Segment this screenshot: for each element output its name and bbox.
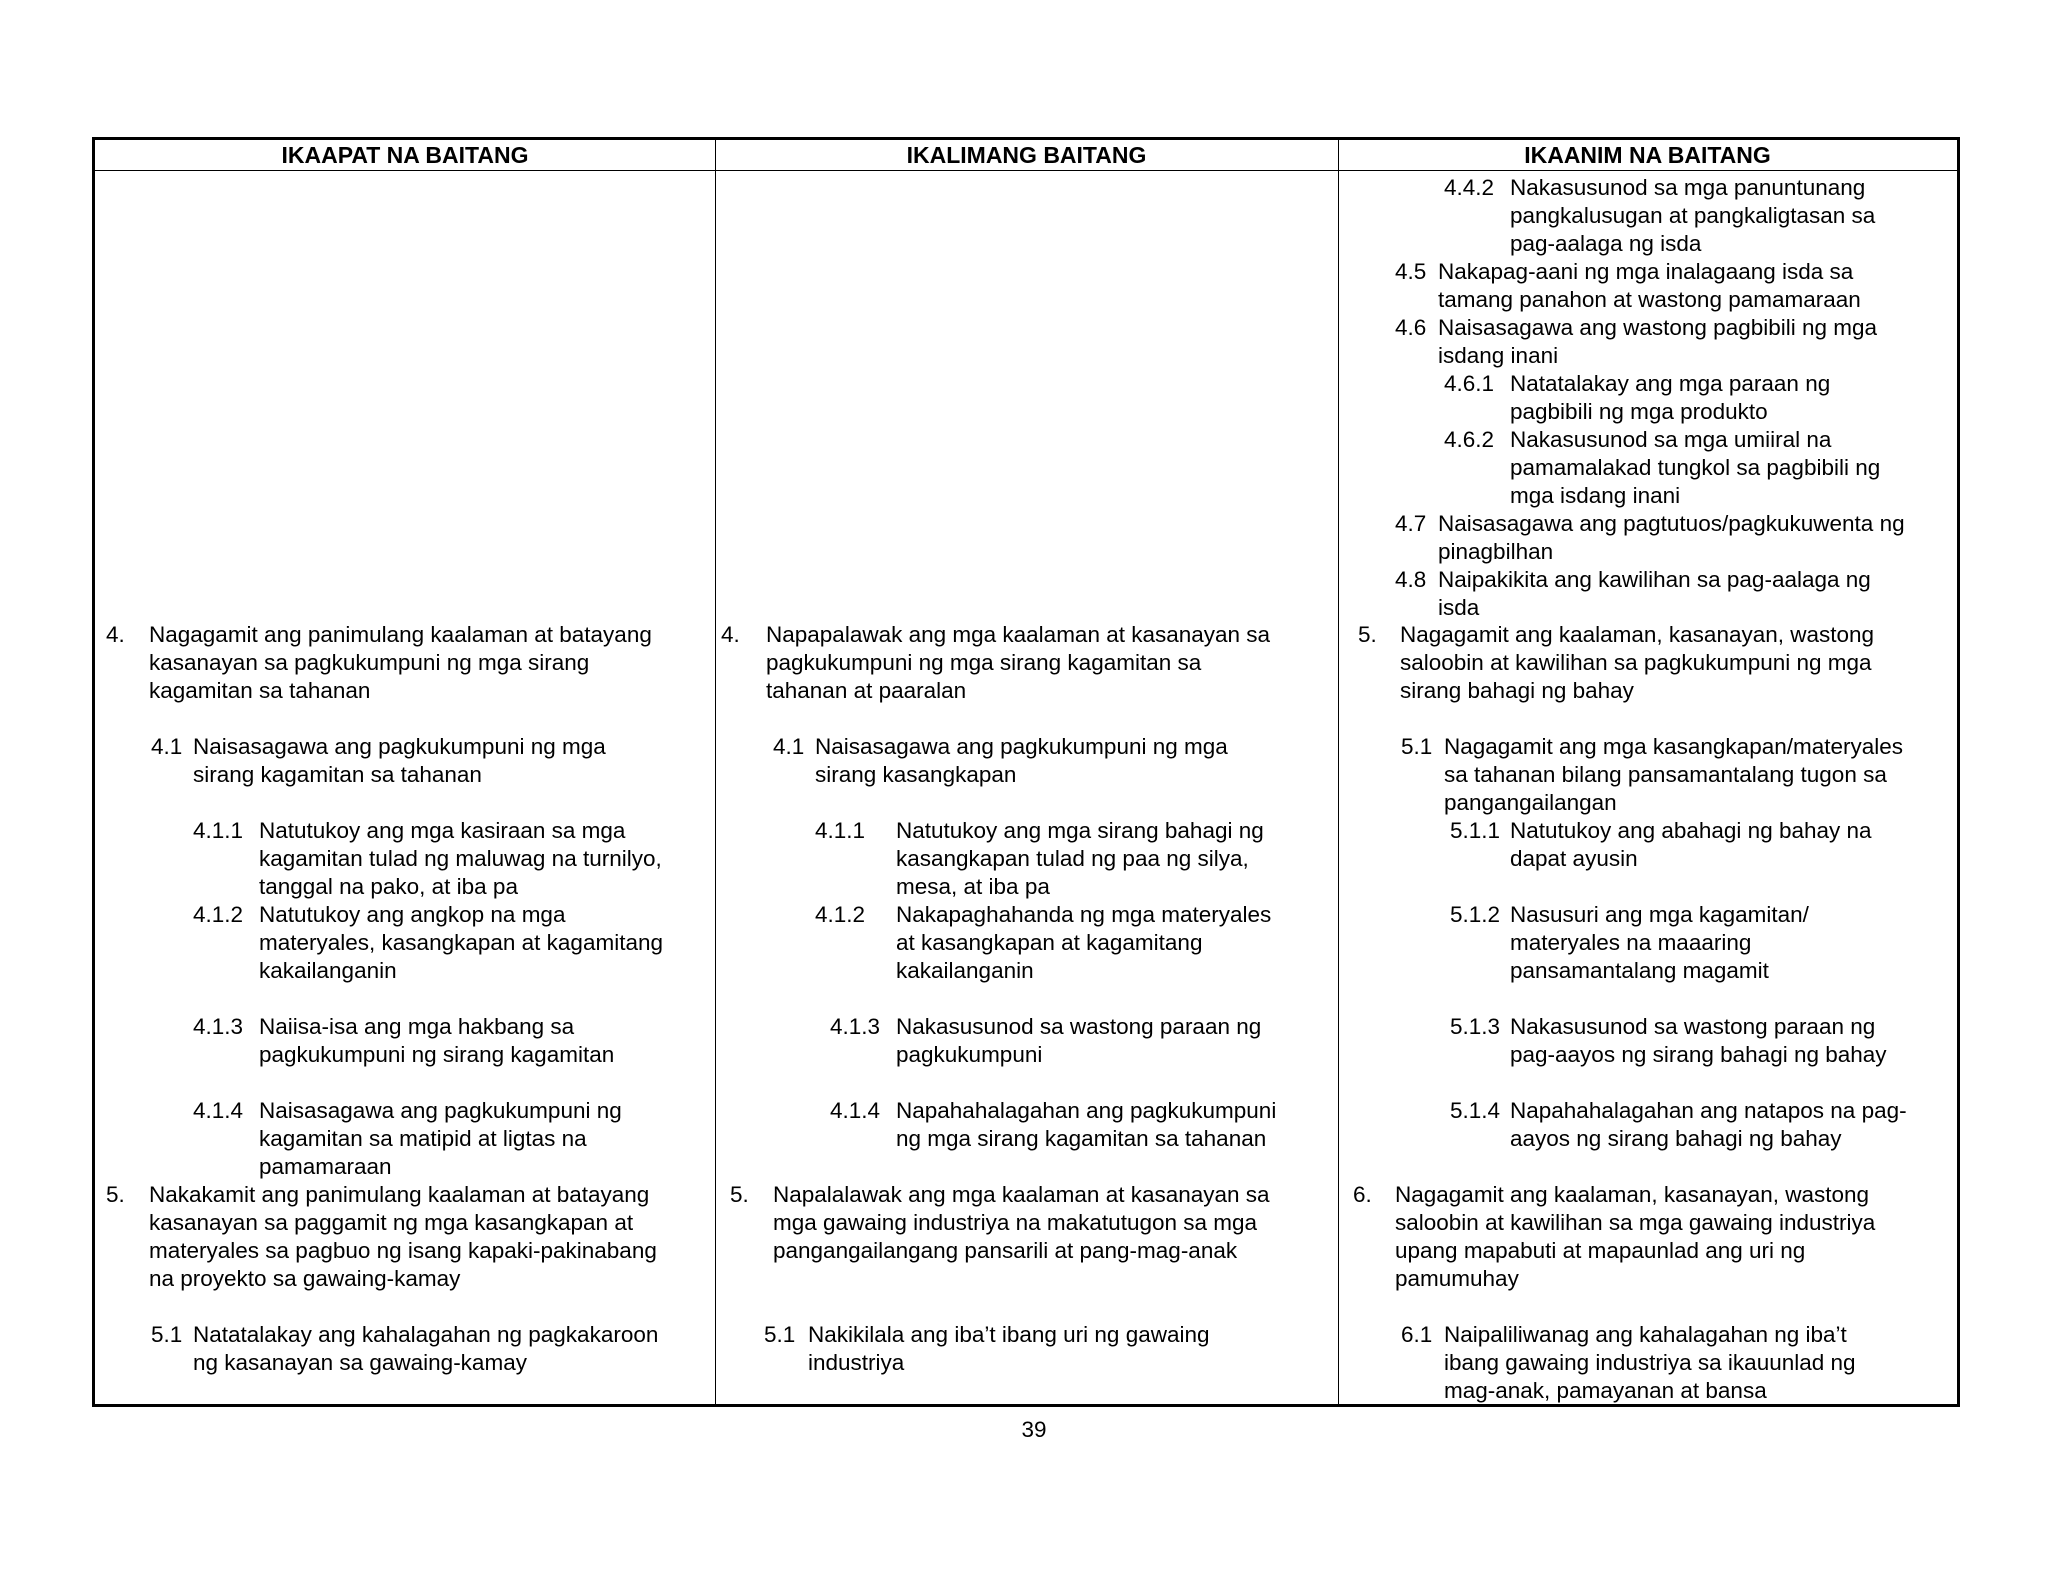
- item-text-line: Napalalawak ang mga kaalaman at kasanayan sa: [773, 1182, 1270, 1207]
- header-grade-6: IKAANIM NA BAITANG: [1524, 142, 1771, 168]
- item-text-line: Naisasagawa ang pagkukumpuni ng mga: [193, 734, 606, 759]
- item-number: 5.1.4: [1450, 1098, 1501, 1123]
- item-number: 5.: [106, 1182, 125, 1207]
- table-header-row: [95, 140, 1957, 171]
- item-text-line: pag-aayos ng sirang bahagi ng bahay: [1510, 1042, 1887, 1067]
- item-text-line: tanggal na pako, at iba pa: [259, 874, 518, 899]
- item-text-line: upang mapabuti at mapaunlad ang uri ng: [1395, 1238, 1806, 1263]
- item-text-line: pag-aalaga ng isda: [1510, 231, 1702, 256]
- item-text-line: kasanayan sa paggamit ng mga kasangkapan at: [149, 1210, 634, 1235]
- item-text-line: Naisasagawa ang pagtutuos/pagkukuwenta ng: [1438, 511, 1905, 536]
- item-text-line: at kasangkapan at kagamitang: [896, 930, 1203, 955]
- header-grade-5: IKALIMANG BAITANG: [906, 142, 1147, 168]
- item-text-line: pinagbilhan: [1438, 539, 1554, 564]
- item-text-line: mga isdang inani: [1510, 483, 1681, 508]
- item-number: 4.1.4: [830, 1098, 881, 1123]
- item-number: 5.: [1358, 622, 1377, 647]
- item-text-line: mag-anak, pamayanan at bansa: [1444, 1378, 1767, 1403]
- item-text-line: Naisasagawa ang pagkukumpuni ng: [259, 1098, 622, 1123]
- item-text-line: Nakasusunod sa mga panuntunang: [1510, 175, 1866, 200]
- item-text-line: Nakapaghahanda ng mga materyales: [896, 902, 1272, 927]
- item-number: 4.7: [1395, 511, 1427, 536]
- item-text-line: pagbibili ng mga produkto: [1510, 399, 1768, 424]
- item-text-line: Natutukoy ang mga kasiraan sa mga: [259, 818, 626, 843]
- item-text-line: Nakikilala ang iba’t ibang uri ng gawaing: [808, 1322, 1210, 1347]
- item-number: 4.1.3: [193, 1014, 244, 1039]
- item-text-line: sa tahanan bilang pansamantalang tugon sa: [1444, 762, 1887, 787]
- item-number: 5.1: [151, 1322, 183, 1347]
- item-text-line: Natatalakay ang kahalagahan ng pagkakaroon: [193, 1322, 659, 1347]
- item-text-line: saloobin at kawilihan sa mga gawaing industriya: [1395, 1210, 1876, 1235]
- item-number: 6.: [1353, 1182, 1372, 1207]
- item-text-line: kasangkapan tulad ng paa ng silya,: [896, 846, 1249, 871]
- item-number: 5.1.2: [1450, 902, 1501, 927]
- item-number: 5.1: [1401, 734, 1433, 759]
- item-text-line: materyales, kasangkapan at kagamitang: [259, 930, 663, 955]
- item-number: 4.1.1: [193, 818, 244, 843]
- item-number: 4.8: [1395, 567, 1427, 592]
- item-text-line: Nagagamit ang kaalaman, kasanayan, wastong: [1400, 622, 1875, 647]
- item-text-line: pansamantalang magamit: [1510, 958, 1769, 983]
- item-text-line: Nakasusunod sa mga umiiral na: [1510, 427, 1832, 452]
- column-divider-2: [1338, 140, 1339, 1404]
- item-number: 5.1: [764, 1322, 796, 1347]
- item-text-line: industriya: [808, 1350, 905, 1375]
- item-number: 4.1: [773, 734, 805, 759]
- item-text-line: kasanayan sa pagkukumpuni ng mga sirang: [149, 650, 590, 675]
- item-text-line: ng mga sirang kagamitan sa tahanan: [896, 1126, 1267, 1151]
- item-text-line: Nakasusunod sa wastong paraan ng: [1510, 1014, 1876, 1039]
- item-text-line: pamamalakad tungkol sa pagbibili ng: [1510, 455, 1881, 480]
- item-text-line: ng kasanayan sa gawaing-kamay: [193, 1350, 527, 1375]
- item-number: 4.1.3: [830, 1014, 881, 1039]
- page-number: 39: [1021, 1417, 1047, 1442]
- item-text-line: pagkukumpuni ng sirang kagamitan: [259, 1042, 615, 1067]
- item-number: 4.6.1: [1444, 371, 1495, 396]
- item-text-line: pagkukumpuni: [896, 1042, 1043, 1067]
- item-text-line: dapat ayusin: [1510, 846, 1638, 871]
- item-text-line: Naisasagawa ang wastong pagbibili ng mga: [1438, 315, 1878, 340]
- item-number: 4.: [106, 622, 125, 647]
- item-text-line: Natatalakay ang mga paraan ng: [1510, 371, 1831, 396]
- item-text-line: sirang kagamitan sa tahanan: [193, 762, 482, 787]
- item-text-line: Natutukoy ang abahagi ng bahay na: [1510, 818, 1872, 843]
- item-text-line: isdang inani: [1438, 343, 1559, 368]
- item-number: 4.1.1: [815, 818, 866, 843]
- item-number: 4.6: [1395, 315, 1427, 340]
- item-text-line: na proyekto sa gawaing-kamay: [149, 1266, 461, 1291]
- item-text-line: Napahahalagahan ang natapos na pag-: [1510, 1098, 1907, 1123]
- item-text-line: kagamitan sa matipid at ligtas na: [259, 1126, 587, 1151]
- item-text-line: Napapalawak ang mga kaalaman at kasanayan sa: [766, 622, 1271, 647]
- item-text-line: Naiisa-isa ang mga hakbang sa: [259, 1014, 575, 1039]
- item-number: 4.1.2: [193, 902, 244, 927]
- item-text-line: tamang panahon at wastong pamamaraan: [1438, 287, 1861, 312]
- item-text-line: Natutukoy ang angkop na mga: [259, 902, 566, 927]
- item-text-line: mga gawaing industriya na makatutugon sa mga: [773, 1210, 1258, 1235]
- item-text-line: isda: [1438, 595, 1480, 620]
- item-number: 5.: [730, 1182, 749, 1207]
- item-text-line: Nagagamit ang panimulang kaalaman at batayang: [149, 622, 652, 647]
- item-text-line: pangkalusugan at pangkaligtasan sa: [1510, 203, 1876, 228]
- item-text-line: pangangailangang pansarili at pang-mag-anak: [773, 1238, 1238, 1263]
- item-number: 4.1.2: [815, 902, 866, 927]
- item-text-line: kagamitan sa tahanan: [149, 678, 371, 703]
- item-number: 5.1.3: [1450, 1014, 1501, 1039]
- column-divider-1: [715, 140, 716, 1404]
- item-text-line: tahanan at paaralan: [766, 678, 967, 703]
- item-text-line: Naisasagawa ang pagkukumpuni ng mga: [815, 734, 1228, 759]
- item-text-line: Nakasusunod sa wastong paraan ng: [896, 1014, 1262, 1039]
- item-number: 6.1: [1401, 1322, 1433, 1347]
- item-text-line: pamamaraan: [259, 1154, 392, 1179]
- item-number: 4.1.4: [193, 1098, 244, 1123]
- header-grade-4: IKAAPAT NA BAITANG: [281, 142, 529, 168]
- item-text-line: saloobin at kawilihan sa pagkukumpuni ng mga: [1400, 650, 1872, 675]
- item-text-line: kagamitan tulad ng maluwag na turnilyo,: [259, 846, 662, 871]
- item-text-line: sirang kasangkapan: [815, 762, 1017, 787]
- item-text-line: aayos ng sirang bahagi ng bahay: [1510, 1126, 1842, 1151]
- item-text-line: kakailanganin: [259, 958, 397, 983]
- item-text-line: kakailanganin: [896, 958, 1034, 983]
- item-text-line: Napahahalagahan ang pagkukumpuni: [896, 1098, 1277, 1123]
- item-text-line: pangangailangan: [1444, 790, 1617, 815]
- item-text-line: materyales sa pagbuo ng isang kapaki-pakinabang: [149, 1238, 657, 1263]
- item-text-line: Nasusuri ang mga kagamitan/: [1510, 902, 1809, 927]
- item-number: 4.6.2: [1444, 427, 1495, 452]
- item-number: 4.: [721, 622, 740, 647]
- item-text-line: Nagagamit ang mga kasangkapan/materyales: [1444, 734, 1904, 759]
- item-text-line: Nagagamit ang kaalaman, kasanayan, wastong: [1395, 1182, 1870, 1207]
- item-text-line: sirang bahagi ng bahay: [1400, 678, 1634, 703]
- item-text-line: Naipaliliwanag ang kahalagahan ng iba’t: [1444, 1322, 1847, 1347]
- item-text-line: Natutukoy ang mga sirang bahagi ng: [896, 818, 1264, 843]
- item-number: 5.1.1: [1450, 818, 1501, 843]
- item-text-line: pagkukumpuni ng mga sirang kagamitan sa: [766, 650, 1202, 675]
- item-text-line: Nakapag-aani ng mga inalagaang isda sa: [1438, 259, 1854, 284]
- item-text-line: pamumuhay: [1395, 1266, 1519, 1291]
- item-text-line: materyales na maaaring: [1510, 930, 1752, 955]
- item-text-line: mesa, at iba pa: [896, 874, 1050, 899]
- item-number: 4.1: [151, 734, 183, 759]
- item-number: 4.4.2: [1444, 175, 1495, 200]
- item-text-line: Naipakikita ang kawilihan sa pag-aalaga ng: [1438, 567, 1871, 592]
- item-text-line: ibang gawaing industriya sa ikauunlad ng: [1444, 1350, 1856, 1375]
- item-number: 4.5: [1395, 259, 1427, 284]
- item-text-line: Nakakamit ang panimulang kaalaman at batayang: [149, 1182, 650, 1207]
